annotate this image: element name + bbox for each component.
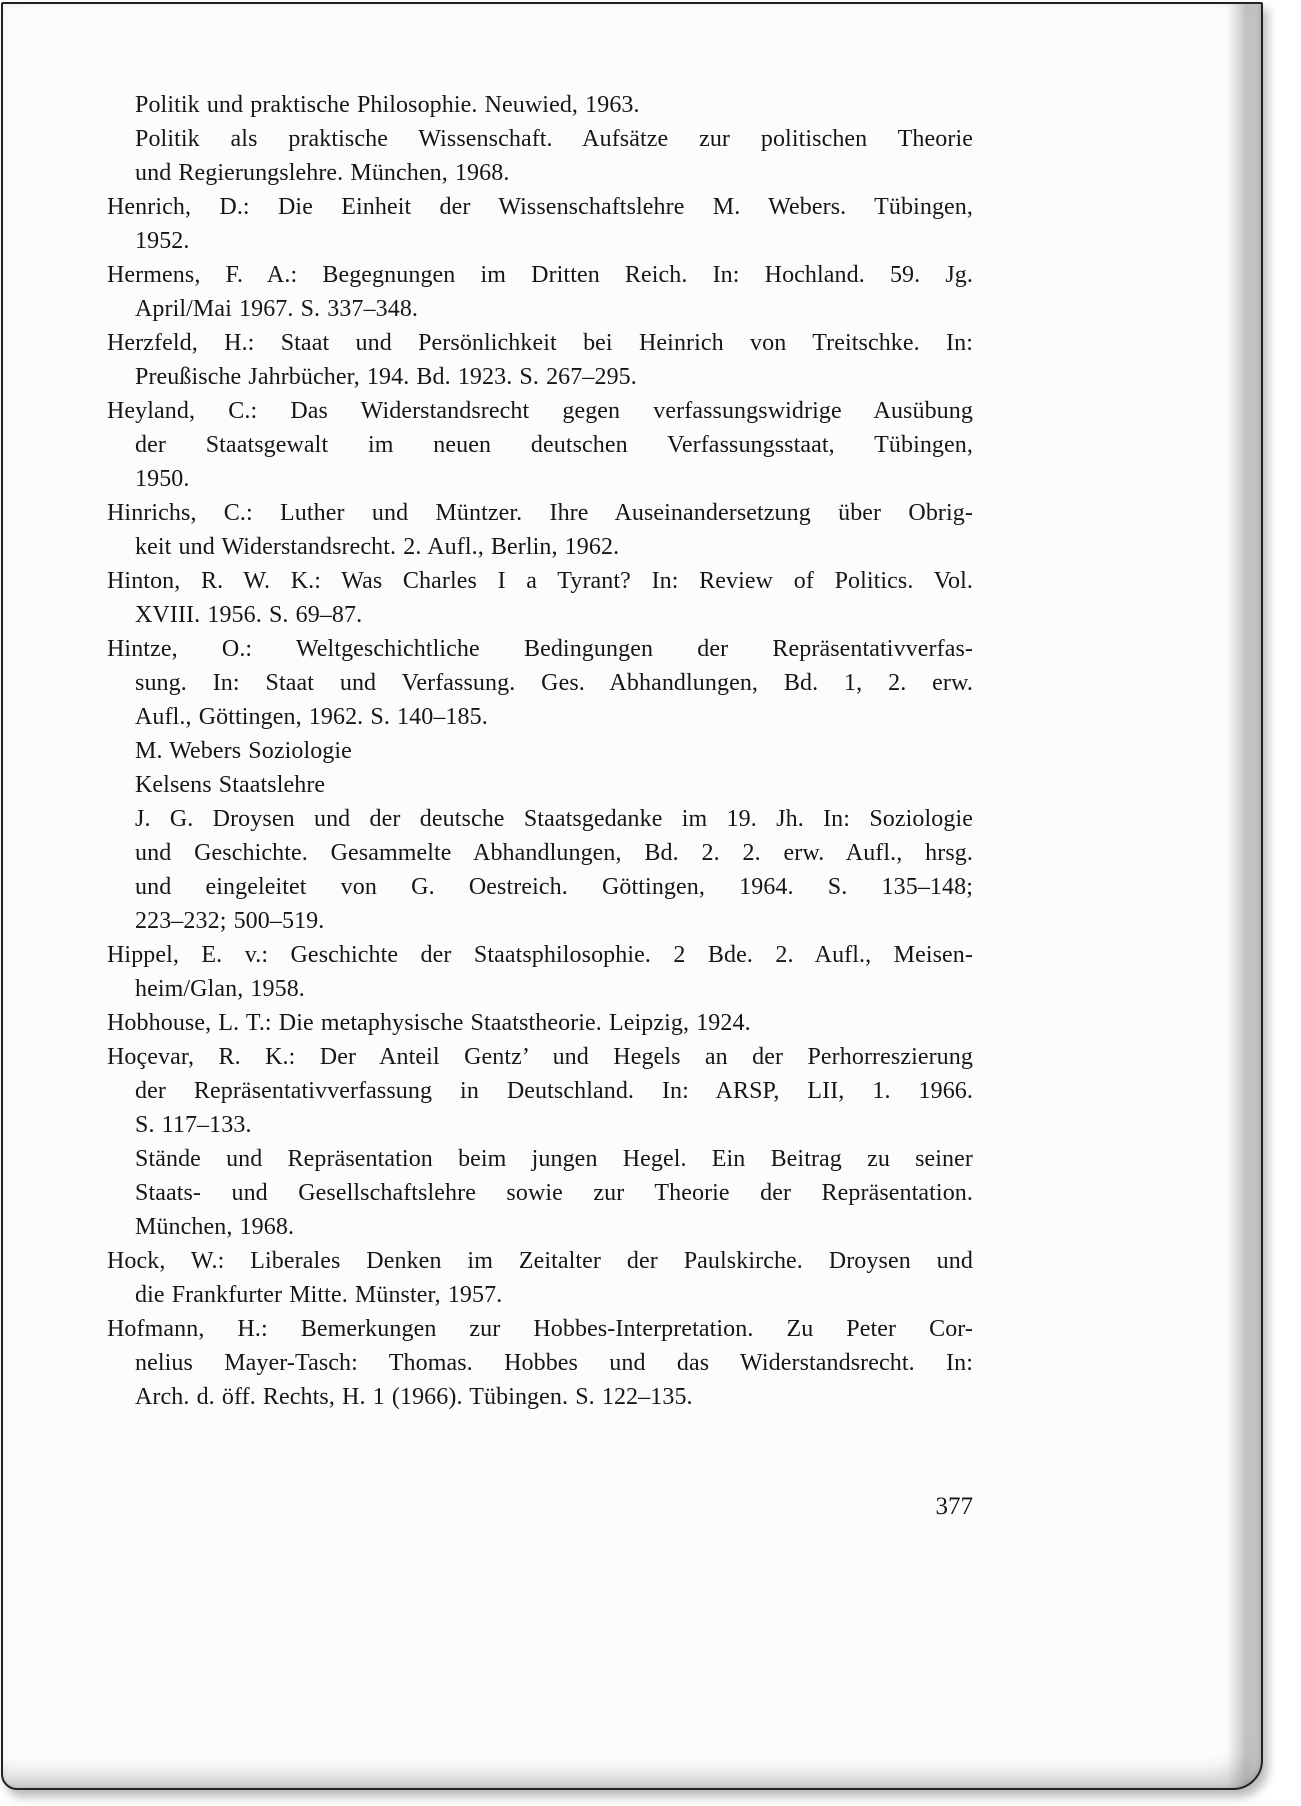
bibliography-line: Herzfeld, H.: Staat und Persönlichkeit bei Heinrich von Treitschke. In: (107, 330, 973, 356)
bibliography (107, 88, 973, 1414)
bibliography-line: Hobhouse, L. T.: Die metaphysische Staatstheorie. Leipzig, 1924. (107, 1010, 751, 1036)
bibliography-line: S. 117–133. (135, 1112, 252, 1138)
bibliography-line: Hermens, F. A.: Begegnungen im Dritten Reich. In: Hochland. 59. Jg. (107, 262, 973, 288)
bibliography-line: Hofmann, H.: Bemerkungen zur Hobbes-Interpretation. Zu Peter Cor- (107, 1316, 973, 1342)
bibliography-line: 1950. (135, 466, 190, 492)
bibliography-line: und Geschichte. Gesammelte Abhandlungen, Bd. 2. 2. erw. Aufl., hrsg. (135, 840, 973, 866)
bibliography-line: April/Mai 1967. S. 337–348. (135, 296, 419, 322)
bibliography-line: Stände und Repräsentation beim jungen Hegel. Ein Beitrag zu seiner (135, 1146, 973, 1172)
bibliography-line: Hoçevar, R. K.: Der Anteil Gentz’ und Hegels an der Perhorreszierung (107, 1044, 973, 1070)
bibliography-line: Staats- und Gesellschaftslehre sowie zur Theorie der Repräsentation. (135, 1180, 973, 1206)
bibliography-line: Politik und praktische Philosophie. Neuwied, 1963. (135, 92, 640, 118)
bibliography-line: der Staatsgewalt im neuen deutschen Verfassungsstaat, Tübingen, (135, 432, 973, 458)
bibliography-line: nelius Mayer-Tasch: Thomas. Hobbes und das Widerstandsrecht. In: (135, 1350, 973, 1376)
bibliography-line: und eingeleitet von G. Oestreich. Göttingen, 1964. S. 135–148; (135, 874, 973, 900)
bibliography-line: 223–232; 500–519. (135, 908, 325, 934)
bibliography-line: die Frankfurter Mitte. Münster, 1957. (135, 1282, 503, 1308)
bibliography-line: der Repräsentativverfassung in Deutschland. In: ARSP, LII, 1. 1966. (135, 1078, 973, 1104)
book-page (1, 2, 1263, 1790)
bibliography-line: Hinrichs, C.: Luther und Müntzer. Ihre Auseinandersetzung über Obrig- (107, 500, 973, 526)
bibliography-line: J. G. Droysen und der deutsche Staatsgedanke im 19. Jh. In: Soziologie (135, 806, 973, 832)
bibliography-line: Heyland, C.: Das Widerstandsrecht gegen verfassungswidrige Ausübung (107, 398, 973, 424)
bibliography-line: Hintze, O.: Weltgeschichtliche Bedingungen der Repräsentativverfas- (107, 636, 973, 662)
bibliography-line: keit und Widerstandsrecht. 2. Aufl., Berlin, 1962. (135, 534, 620, 560)
bibliography-line: M. Webers Soziologie (135, 738, 352, 764)
bibliography-line: sung. In: Staat und Verfassung. Ges. Abhandlungen, Bd. 1, 2. erw. (135, 670, 973, 696)
page-number: 377 (935, 1493, 973, 1520)
bibliography-line: Kelsens Staatslehre (135, 772, 326, 798)
bibliography-line: Aufl., Göttingen, 1962. S. 140–185. (135, 704, 488, 730)
bibliography-line: Arch. d. öff. Rechts, H. 1 (1966). Tübingen. S. 122–135. (135, 1384, 693, 1410)
bibliography-line: 1952. (135, 228, 190, 254)
bibliography-line: und Regierungslehre. München, 1968. (135, 160, 510, 186)
bibliography-line: Politik als praktische Wissenschaft. Aufsätze zur politischen Theorie (135, 126, 973, 152)
bibliography-line: Hippel, E. v.: Geschichte der Staatsphilosophie. 2 Bde. 2. Aufl., Meisen- (107, 942, 973, 968)
bibliography-line: Hinton, R. W. K.: Was Charles I a Tyrant? In: Review of Politics. Vol. (107, 568, 973, 594)
bibliography-line: München, 1968. (135, 1214, 295, 1240)
bibliography-line: XVIII. 1956. S. 69–87. (135, 602, 363, 628)
bibliography-line: Hock, W.: Liberales Denken im Zeitalter der Paulskirche. Droysen und (107, 1248, 973, 1274)
bibliography-line: Henrich, D.: Die Einheit der Wissenschaftslehre M. Webers. Tübingen, (107, 194, 973, 220)
bibliography-line: heim/Glan, 1958. (135, 976, 305, 1002)
bibliography-line: Preußische Jahrbücher, 194. Bd. 1923. S. 267–295. (135, 364, 637, 390)
